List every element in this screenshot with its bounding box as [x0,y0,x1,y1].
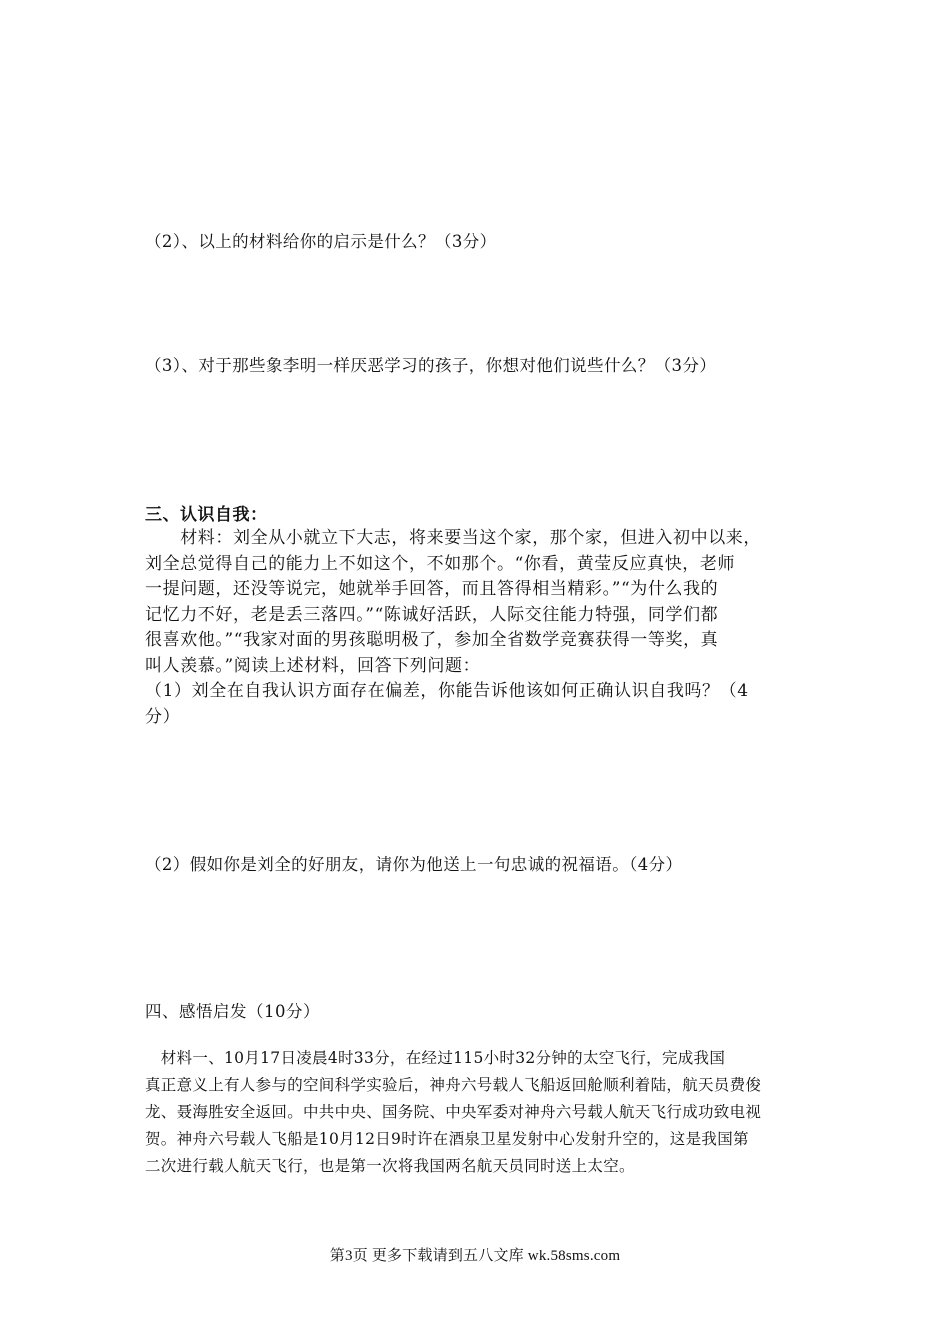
material-line: 材料一、10月17日凌晨4时33分，在经过115小时32分钟的太空飞行，完成我国 [145,1049,726,1067]
question-2-prompt: （2）、以上的材料给你的启示是什么？（3分） [145,232,497,251]
question-3-1-prompt-cont: 分） [145,706,181,727]
material-line: 龙、聂海胜安全返回。中共中央、国务院、中央军委对神舟六号载人航天飞行成功致电视 [145,1103,762,1121]
material-line: 很喜欢他。”“我家对面的男孩聪明极了，参加全省数学竞赛获得一等奖，真 [145,630,719,650]
section-4-material [145,1045,805,1180]
section-3-material [145,526,805,730]
section-4-heading: 四、感悟启发（10分） [145,1002,320,1021]
material-line: 记忆力不好，老是丢三落四。”“陈诚好活跃，人际交往能力特强，同学们都 [145,604,719,625]
material-line: 刘全总觉得自己的能力上不如这个，不如那个。“你看，黄莹反应真快，老师 [145,553,736,574]
question-3-prompt: （3）、对于那些象李明一样厌恶学习的孩子，你想对他们说些什么？（3分） [145,356,717,375]
page-footer: 第3页 更多下载请到五八文库 wk.58sms.com [329,1248,621,1264]
material-line: 材料：刘全从小就立下大志，将来要当这个家，那个家，但进入初中以来， [145,528,761,548]
question-3-1-prompt: （1）刘全在自我认识方面存在偏差，你能告诉他该如何正确认识自我吗？（4 [145,681,749,701]
material-line: 真正意义上有人参与的空间科学实验后，神舟六号载人飞船返回舱顺利着陆，航天员费俊 [145,1076,762,1094]
question-3-2-prompt: （2）假如你是刘全的好朋友，请你为他送上一句忠诚的祝福语。（4分） [145,855,683,874]
material-line: 二次进行载人航天飞行，也是第一次将我国两名航天员同时送上太空。 [145,1157,635,1175]
material-line: 一提问题，还没等说完，她就举手回答，而且答得相当精彩。”“为什么我的 [145,579,719,599]
material-line: 贺。神舟六号载人飞船是10月12日9时许在酒泉卫星发射中心发射升空的，这是我国第 [145,1130,749,1148]
section-3-heading: 三、认识自我： [145,505,268,525]
material-line: 叫人羡慕。”阅读上述材料，回答下列问题： [145,655,481,676]
